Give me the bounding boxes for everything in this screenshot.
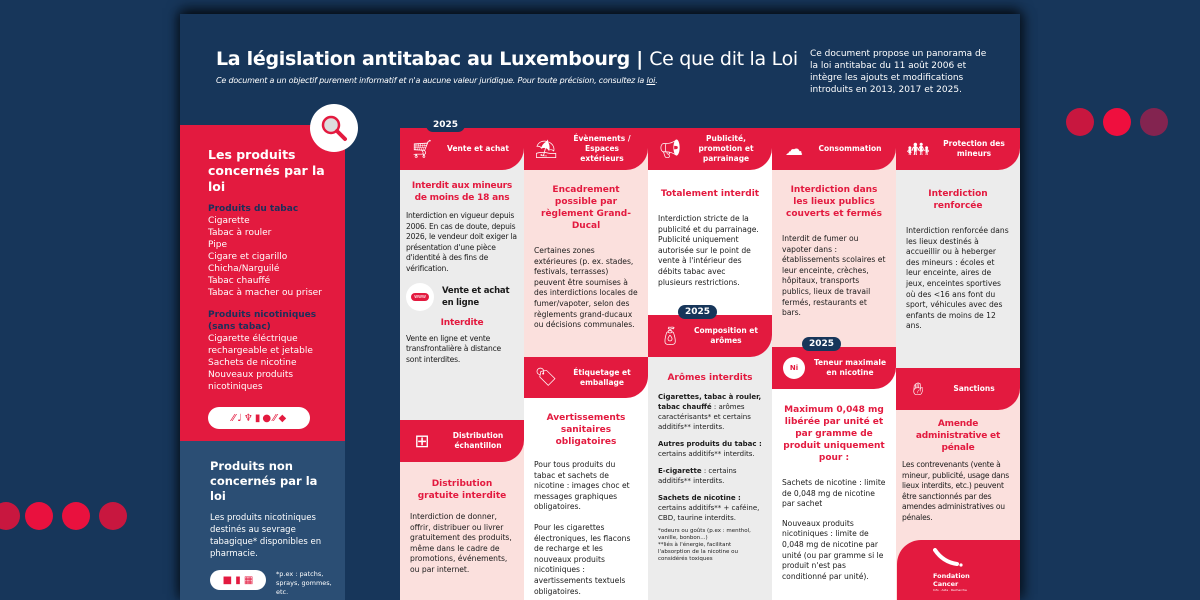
publicite-title: Totalement interdit	[660, 189, 760, 199]
online-label: Vente et achat en ligne	[442, 285, 510, 308]
protection-title: Interdiction renforcée	[928, 189, 988, 211]
composition-p2: Autres produits du tabac : certains additifs** interdits.	[658, 440, 762, 458]
header-teneur: Ni Teneur maximale en nicotine	[772, 347, 896, 389]
protection-text: Interdiction renforcée dans les lieux destinés à accueillir ou à heberger des mineurs : écoles et leur enceinte, aires de jeux, enceintes sportives où des <16 ans font du sport, véhicules avec des enfants de moins de 12 ans.	[906, 226, 1009, 331]
not-concerned-title: Produits non concernés par la loi	[210, 459, 318, 503]
teneur-title: Maximum 0,048 mg libérée par unité et par gramme de produit uniquement pour :	[783, 405, 885, 463]
nicotine-heading: Produits nicotiniques (sans tabac)	[208, 310, 317, 332]
disclaimer: Ce document a un objectif purement informatif et n'a aucune valeur juridique. Pour toute précision, consultez la loi.	[216, 76, 658, 85]
online-title: Interdite	[440, 317, 484, 328]
fondation-cancer-logo: Fondation Cancer Info · Aide · Recherche	[897, 540, 1020, 600]
concerned-products-panel	[180, 125, 345, 441]
teneur-text-1: Sachets de nicotine : limite de 0,048 mg de nicotine par sachet	[782, 478, 886, 509]
composition-p1: Cigarettes, tabac à rouler, tabac chauffé : arômes caractérisants* et certains additifs** interdits.	[658, 393, 762, 431]
publicite-text: Interdiction stricte de la publicité et du parrainage. Publicité uniquement autorisée sur le point de vente à l'intérieur des débits tabac avec plusieurs restrictions.	[658, 214, 759, 287]
pipe-icon: ♩	[237, 412, 242, 424]
hookah-icon: ♆	[243, 412, 253, 424]
tobacco-pack-icon: ◆	[278, 412, 287, 424]
product-item: Tabac à rouler	[208, 228, 272, 238]
page-title: La législation antitabac au Luxembourg | Ce que dit la Loi	[216, 48, 798, 70]
composition-title: Arômes interdits	[667, 373, 753, 383]
bottle-icon: 🧴︎	[658, 325, 682, 347]
consommation-text: Interdit de fumer ou vapoter dans : établissements scolaires et leur enceinte, crèches, hôpitaux, transports publics, lieux de travail fermés, restaurants et bars.	[782, 234, 886, 318]
header-sanctions: ✋︎ Sanctions	[896, 368, 1020, 410]
not-concerned-panel	[180, 441, 345, 600]
cart-icon: 🛒︎	[410, 138, 434, 160]
tobacco-heading: Produits du tabac	[208, 204, 299, 214]
evenements-title: Encadrement possible par règlement Grand-Ducal	[541, 185, 631, 231]
products-icons-pill	[208, 407, 310, 429]
decor-dot	[0, 502, 20, 530]
product-item: Pipe	[208, 240, 227, 250]
tobacco-list	[208, 215, 333, 299]
decor-dot	[1066, 108, 1094, 136]
column-vente	[400, 120, 524, 600]
not-concerned-text: Les produits nicotiniques destinés au sevrage tabagique* disponibles en pharmacie.	[210, 513, 322, 559]
etiquetage-title: Avertissements sanitaires obligatoires	[546, 413, 626, 447]
product-item: Cigarette éléctrique rechargeable et jetable	[208, 334, 313, 356]
decor-dot	[1140, 108, 1168, 136]
product-item: Tabac à macher ou priser	[208, 288, 322, 298]
law-link[interactable]: loi	[646, 76, 656, 85]
header-distribution: ⊞ Distribution échantillon	[400, 420, 524, 462]
concerned-title: Les produits concernés par la loi	[208, 147, 325, 194]
composition-p3: E-cigarette : certains additifs** interdits.	[658, 467, 737, 485]
etiquetage-text-2: Pour les cigarettes électroniques, les flacons de recharge et les nouveaux produits nicotiniques : avertissements textuels obligatoires.	[534, 522, 631, 596]
intro-text: Ce document propose un panorama de la loi antitabac du 11 août 2006 et intègre les ajouts et modifications introduits en 2013, 2017 et 2025.	[810, 49, 987, 95]
header-vente-achat: 🛒︎ Vente et achat	[400, 128, 524, 170]
header-evenements: ⛱︎ Évènements / Espaces extérieurs	[524, 128, 648, 170]
composition-note-1: *odeurs ou goûts (p.ex : menthol, vanille, bonbon...)	[658, 528, 751, 541]
nicotine-list	[208, 333, 333, 393]
magnifier-icon	[310, 104, 358, 152]
distribution-text: Interdiction de donner, offrir, distribuer ou livrer gratuitement des produits, même dans le cadre de promotions, événements, ou par internet.	[410, 512, 512, 574]
pouch-icon: ●	[262, 412, 272, 424]
parasol-icon: ⛱︎	[534, 138, 558, 160]
ecig-icon: ▮	[254, 412, 261, 424]
megaphone-icon: 📢︎	[658, 138, 682, 160]
cessation-products-icons: ■ ▮ ▦	[210, 570, 266, 590]
not-concerned-note: *p.ex : patchs, sprays, gommes, etc.	[276, 570, 332, 596]
composition-p4: Sachets de nicotine : certains additifs** + caféine, CBD, taurine interdits.	[658, 494, 760, 522]
header-protection: 👪︎ Protection des mineurs	[896, 128, 1020, 170]
badge-2025: 2025	[678, 305, 717, 319]
header-consommation: ☁︎ Consommation	[772, 128, 896, 170]
badge-2025: 2025	[802, 337, 841, 351]
product-item: Cigare et cigarillo	[208, 252, 288, 262]
consommation-title: Interdiction dans les lieux publics couverts et fermés	[786, 185, 882, 219]
decor-dot	[1103, 108, 1131, 136]
product-item: Cigarette	[208, 216, 250, 226]
product-item: Tabac chauffé	[208, 276, 271, 286]
column-publicite	[648, 128, 772, 600]
vente-text: Interdiction en vigueur depuis 2006. En cas de doute, depuis 2026, le vendeur doit exiger la présentation d'une pièce d'identité à des fins de vérification.	[406, 211, 517, 273]
smoke-cloud-icon: ☁︎	[785, 138, 803, 160]
badge-2025: 2025	[426, 118, 465, 132]
column-consommation	[772, 128, 896, 600]
header-composition: 🧴︎ Composition et arômes	[648, 315, 772, 357]
composition-note-2: **liés à l'énergie, facilitant l'absorption de la nicotine ou considérés toxiques	[658, 542, 738, 562]
decor-dot	[25, 502, 53, 530]
logo-mark-icon	[933, 548, 963, 568]
column-protection	[896, 128, 1020, 600]
distribution-icon: ⊞	[414, 430, 430, 452]
cigarette-icon: ⁄⁄	[231, 412, 236, 424]
product-item: Sachets de nicotine	[208, 358, 297, 368]
product-item: Chicha/Narguilé	[208, 264, 280, 274]
online-text: Vente en ligne et vente transfrontalière à distance sont interdites.	[406, 333, 502, 364]
etiquetage-text-1: Pour tous produits du tabac et sachets de nicotine : images choc et messages graphiques obligatoires.	[534, 460, 630, 512]
decor-dot	[62, 502, 90, 530]
column-evenements	[524, 128, 648, 600]
decor-dot	[99, 502, 127, 530]
product-item: Nouveaux produits nicotiniques	[208, 370, 294, 392]
www-icon: www	[406, 283, 434, 311]
ni-molecule-icon: Ni	[778, 357, 810, 379]
sanctions-title: Amende administrative et pénale	[915, 419, 1001, 453]
children-icon: 👪︎	[906, 138, 930, 160]
teneur-text-2: Nouveaux produits nicotiniques : limite de 0,048 mg de nicotine par unité (ou par gramme si le produit n'est pas conditionné par unité).	[782, 518, 884, 581]
sanctions-text: Les contrevenants (vente à mineur, publicité, usage dans lieux interdits, etc.) peuvent être sanctionnés par des amendes administratives ou pénales.	[902, 460, 1009, 522]
cigar-icon: ⁄⁄	[273, 412, 277, 424]
tag-icon: 🏷︎	[534, 367, 558, 388]
header-etiquetage: 🏷︎ Étiquetage et emballage	[524, 357, 648, 398]
distribution-title: Distribution gratuite interdite	[417, 479, 507, 501]
fine-card-icon: ✋︎	[912, 378, 924, 400]
infographic-document	[180, 14, 1020, 600]
header-publicite: 📢︎ Publicité, promotion et parrainage	[648, 128, 772, 170]
evenements-text: Certaines zones extérieures (p. ex. stades, festivals, terrasses) peuvent être soumises à des interdictions locales de fumer/vapoter, selon des règlements grand-ducaux ou décisions communales.	[534, 246, 638, 330]
vente-title: Interdit aux mineurs de moins de 18 ans	[411, 181, 513, 203]
